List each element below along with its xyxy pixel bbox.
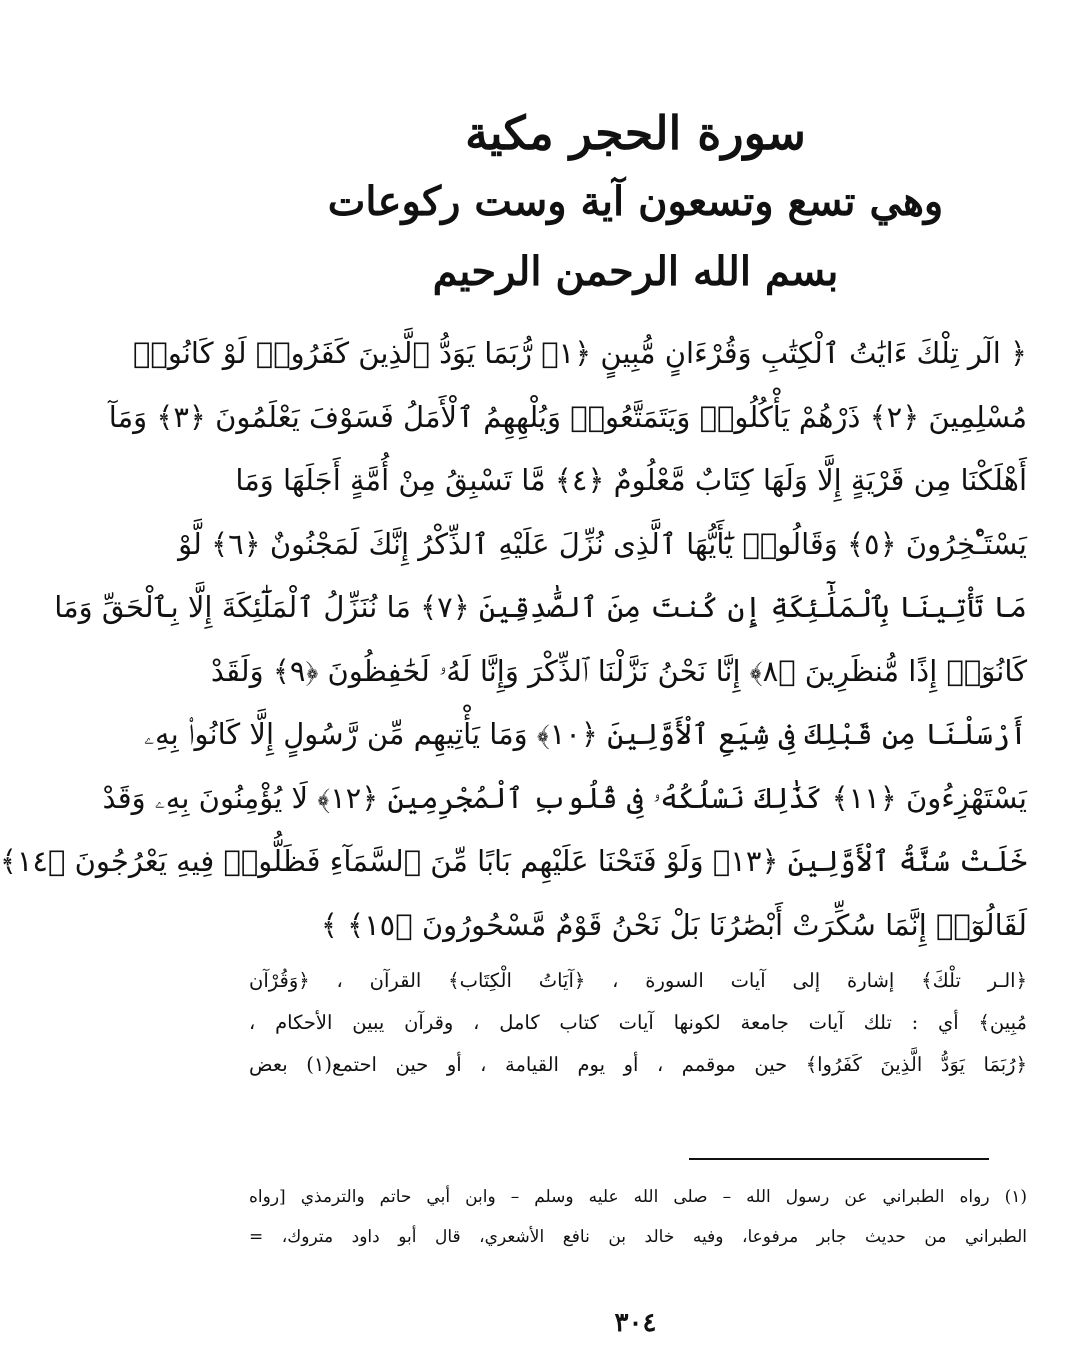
footnote-line: الطبراني من حديث جابر مرفوعا، وفيه خالد بن نافع الأشعري، قال أبو داود متروك، = — [249, 1227, 1027, 1247]
verse-line: يَسْتَـْٔخِرُونَ ﴿٥﴾ وَقَالُوا۟ يَٰٓأَيُّهَا ٱلَّذِى نُزِّلَ عَلَيْهِ ٱلذِّكْرُ إِنَّكَ لَمَجْنُونٌ ﴿٦﴾ لَّوْ — [178, 526, 1027, 561]
tafsir-line: مُبِين﴾ أي : تلك آيات جامعة لكونها آيات كتاب كامل ، وقرآن يبين الأحكام ، — [249, 1011, 1027, 1034]
footnote-divider — [689, 1158, 989, 1160]
basmala: بسم الله الرحمن الرحيم — [432, 248, 839, 295]
verse-line: أَهْلَكْنَا مِن قَرْيَةٍ إِلَّا وَلَهَا كِتَابٌ مَّعْلُومٌ ﴿٤﴾ مَّا تَسْبِقُ مِنْ أُمَّةٍ أَجَلَهَا وَمَا — [235, 463, 1027, 497]
verse-line: لَقَالُوٓا۟ إِنَّمَا سُكِّرَتْ أَبْصَٰرُنَا بَلْ نَحْنُ قَوْمٌ مَّسْحُورُونَ ﴿١٥﴾ ﴾ — [320, 907, 1027, 942]
tafsir-line: ﴿الـر تلْكَ﴾ إشارة إلى آيات السورة ، ﴿آيَاتُ الْكِتَاب﴾ القرآن ، ﴿وَقُرْآن — [249, 969, 1027, 992]
tafsir-commentary — [249, 960, 1027, 1086]
footnote-line: (١) رواه الطبراني عن رسول الله – صلى الله عليه وسلم – وابن أبي حاتم والترمذي [رواه — [249, 1187, 1027, 1207]
verse-line: خَلَتْ سُنَّةُ ٱلْأَوَّلِينَ ﴿١٣﴾ وَلَوْ فَتَحْنَا عَلَيْهِم بَابًا مِّنَ ٱلسَّمَآءِ فَظَلُّوا۟ فِيهِ يَعْرُجُونَ ﴿١٤﴾ — [0, 844, 1027, 878]
surah-title: سورة الحجر مكية — [465, 106, 806, 160]
verse-line: مُسْلِمِينَ ﴿٢﴾ ذَرْهُمْ يَأْكُلُوا۟ وَيَتَمَتَّعُوا۟ وَيُلْهِهِمُ ٱلْأَمَلُ فَسَوْفَ يَعْلَمُونَ ﴿٣﴾ وَمَآ — [108, 399, 1027, 434]
footnotes — [249, 1177, 1027, 1257]
verse-line: مَا تَأْتِينَا بِٱلْمَلَٰٓئِكَةِ إِن كُنتَ مِنَ ٱلصَّٰدِقِينَ ﴿٧﴾ مَا نُنَزِّلُ ٱلْمَلَٰٓئِكَةَ إِلَّا بِٱلْحَقِّ وَمَا — [54, 590, 1027, 624]
verse-line: كَانُوٓا۟ إِذًا مُّنظَرِينَ ﴿٨﴾ إِنَّا نَحْنُ نَزَّلْنَا ٱلذِّكْرَ وَإِنَّا لَهُۥ لَحَٰفِظُونَ ﴿٩﴾ وَلَقَدْ — [210, 653, 1027, 688]
tafsir-line: ﴿رُبَمَا يَوَدُّ الَّذِينَ كَفَرُوا﴾ حين موقمم ، أو يوم القيامة ، أو حين احتمع(١) بعض — [249, 1053, 1028, 1076]
verse-line: ﴿ الٓر تِلْكَ ءَايَٰتُ ٱلْكِتَٰبِ وَقُرْءَانٍ مُّبِينٍ ﴿١﴾ رُّبَمَا يَوَدُّ ٱلَّذِينَ كَفَرُوا۟ لَوْ كَانُوا۟ — [133, 336, 1027, 370]
page-number: ٣٠٤ — [614, 1308, 657, 1338]
verse-line: أَرْسَلْنَا مِن قَبْلِكَ فِى شِيَعِ ٱلْأَوَّلِينَ ﴿١٠﴾ وَمَا يَأْتِيهِم مِّن رَّسُولٍ إِلَّا كَانُوا۟ بِهِۦ — [144, 717, 1027, 751]
verse-line: يَسْتَهْزِءُونَ ﴿١١﴾ كَذَٰلِكَ نَسْلُكُهُۥ فِى قُلُوبِ ٱلْمُجْرِمِينَ ﴿١٢﴾ لَا يُؤْمِنُونَ بِهِۦ وَقَدْ — [102, 780, 1027, 815]
surah-subtitle: وهي تسع وتسعون آية وست ركوعات — [327, 178, 944, 225]
quran-verses — [0, 322, 1027, 957]
